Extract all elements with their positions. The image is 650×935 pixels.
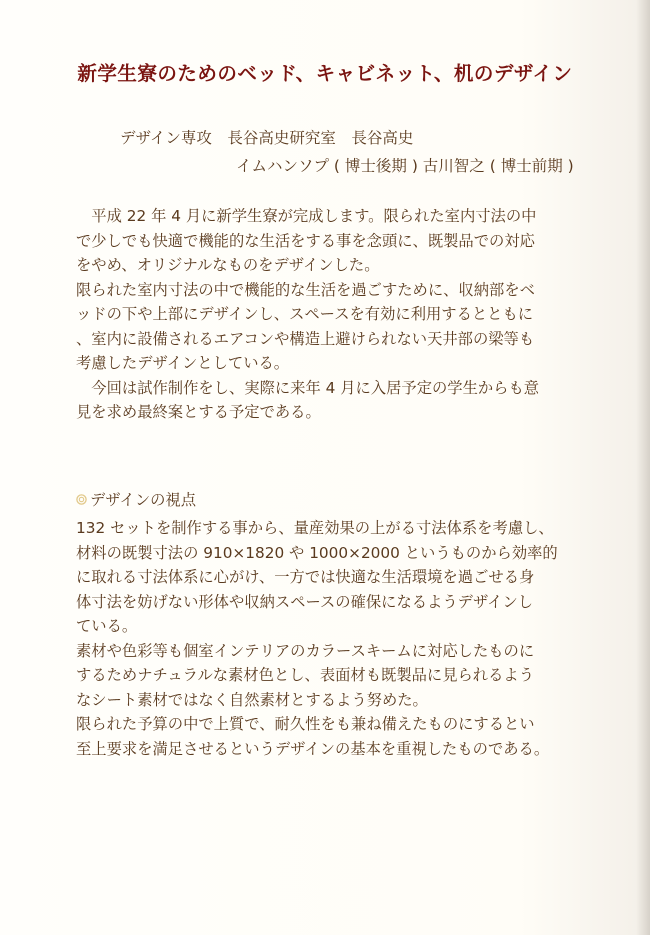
intro-line: ッドの下や上部にデザインし、スペースを有効に利用するとともに	[76, 305, 534, 323]
viewpoint-line: 材料の既製寸法の 910×1820 や 1000×2000 というものから効率的	[76, 543, 558, 562]
intro-paragraph	[76, 204, 586, 425]
intro-line: 限られた室内寸法の中で機能的な生活を過ごすために、収納部をベ	[76, 280, 535, 299]
intro-line: 平成 22 年 4 月に新学生寮が完成します。限られた室内寸法の中	[76, 207, 537, 225]
viewpoint-line: に取れる寸法体系に心がけ、一方では快適な生活環境を過ごせる身	[76, 568, 535, 586]
viewpoint-line: 限られた予算の中で上質で、耐久性をも兼ね備えたものにするとい	[76, 715, 535, 733]
intro-line: で少しでも快適で機能的な生活をする事を念頭に、既製品での対応	[76, 231, 535, 250]
viewpoint-line: するためナチュラルな素材色とし、表面材も既製品に見られるよう	[76, 666, 534, 684]
viewpoint-line: 体寸法を妨げない形体や収納スペースの確保になるようデザインし	[76, 592, 534, 611]
author-line-2: イムハンソプ ( 博士後期 ) 古川智之 ( 博士前期 )	[236, 157, 574, 175]
author-line-1: デザイン専攻 長谷高史研究室 長谷高史	[120, 129, 414, 147]
page-title: 新学生寮のためのベッド、キャビネット、机のデザイン	[77, 62, 573, 85]
double-circle-icon	[76, 494, 87, 505]
viewpoint-line: 素材や色彩等も個室インテリアのカラースキームに対応したものに	[76, 641, 535, 660]
intro-line: 、室内に設備されるエアコンや構造上避けられない天井部の梁等も	[76, 329, 535, 348]
intro-line: 見を求め最終案とする予定である。	[76, 403, 321, 421]
intro-line: をやめ、オリジナルなものをデザインした。	[76, 256, 380, 274]
viewpoint-line: 132 セットを制作する事から、量産効果の上がる寸法体系を考慮し、	[76, 519, 554, 537]
viewpoint-line: なシート素材ではなく自然素材とするよう努めた。	[76, 690, 428, 709]
intro-line: 考慮したデザインとしている。	[76, 354, 290, 372]
section-heading-text: デザインの視点	[90, 491, 197, 509]
viewpoint-line: ている。	[76, 617, 138, 635]
section-heading	[76, 488, 196, 510]
design-viewpoint-paragraph	[76, 516, 586, 761]
viewpoint-line: 至上要求を満足させるというデザインの基本を重視したものである。	[76, 739, 550, 758]
page-edge-shadow	[636, 0, 650, 935]
intro-line: 今回は試作制作をし、実際に来年 4 月に入居予定の学生からも意	[76, 378, 540, 397]
